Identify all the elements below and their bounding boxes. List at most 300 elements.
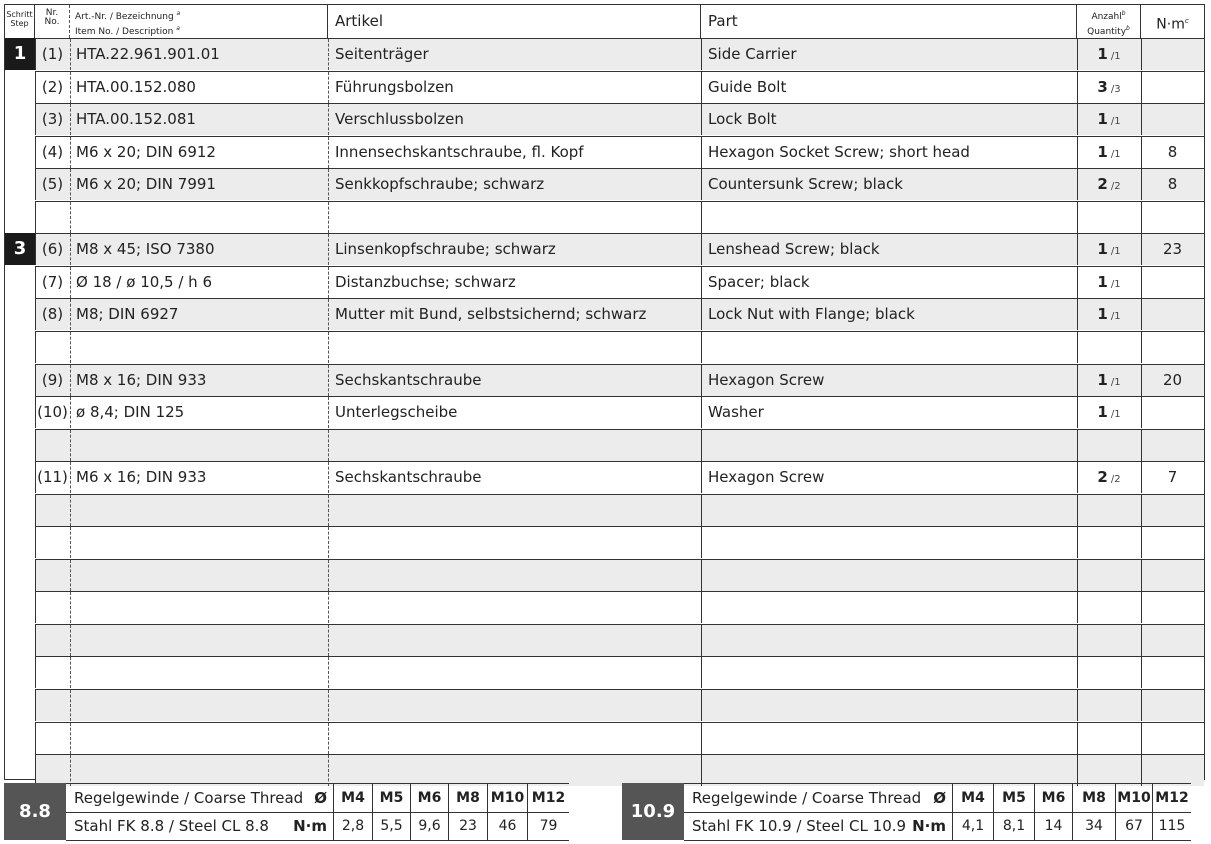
column-divider <box>1141 202 1142 233</box>
item-description <box>70 560 328 591</box>
column-divider <box>1077 625 1078 656</box>
thread-size: M10 <box>487 784 527 812</box>
table-row <box>35 298 1204 330</box>
quantity <box>1077 202 1141 233</box>
torque-value <box>1141 39 1204 70</box>
column-divider <box>70 397 71 428</box>
part-name: Hexagon Screw <box>708 468 825 487</box>
quantity-total: /2 <box>1107 181 1121 193</box>
quantity-value: 3 <box>1097 77 1108 96</box>
torque-value <box>1141 657 1204 688</box>
part-name: Lenshead Screw; black <box>708 240 880 259</box>
part-name: Hexagon Socket Screw; short head <box>708 142 970 161</box>
thread-size: M4 <box>952 784 993 812</box>
torque-value <box>1141 72 1204 103</box>
column-divider <box>1077 430 1078 461</box>
column-divider <box>1141 755 1142 786</box>
column-divider <box>70 495 71 526</box>
item-number <box>35 527 70 558</box>
torque-value: 7 <box>1167 468 1178 487</box>
table-row <box>35 494 1204 526</box>
torque-value: 8 <box>1167 142 1178 161</box>
header-nr: Nr. No. <box>35 5 70 38</box>
item-description <box>70 657 328 688</box>
artikel-name <box>328 592 701 623</box>
quantity <box>1077 299 1141 330</box>
quantity-value: 1 <box>1097 142 1108 161</box>
column-divider <box>328 332 329 363</box>
item-description <box>70 527 328 558</box>
quantity-value: 1 <box>1097 240 1108 259</box>
quantity <box>1077 72 1141 103</box>
column-divider <box>35 332 36 363</box>
table-row <box>35 656 1204 688</box>
quantity <box>1077 755 1141 786</box>
header-part: Part <box>701 5 1077 38</box>
item-description: Ø 18 / ø 10,5 / h 6 <box>76 272 213 291</box>
thread-label-text: Stahl FK 10.9 / Steel CL 10.9 <box>692 817 907 835</box>
column-divider <box>70 202 71 233</box>
column-divider <box>70 365 71 396</box>
column-divider <box>1077 72 1078 103</box>
artikel-name: Innensechskantschraube, fl. Kopf <box>335 142 584 161</box>
header-quantity: Anzahl$^b$ Quantity$^b$ <box>1077 5 1141 38</box>
column-divider <box>701 397 702 428</box>
column-divider <box>1141 397 1142 428</box>
column-divider <box>1141 39 1142 70</box>
quantity <box>1077 365 1141 396</box>
quantity-value: 1 <box>1097 45 1108 63</box>
quantity-total: /1 <box>1107 409 1121 421</box>
item-number <box>35 755 70 786</box>
column-divider <box>328 625 329 656</box>
unit-label: N·m <box>912 817 946 835</box>
column-divider <box>1077 690 1078 721</box>
column-divider <box>1141 723 1142 754</box>
column-divider <box>70 560 71 591</box>
thread-torque-row <box>66 812 569 841</box>
item-description: HTA.22.961.901.01 <box>76 45 220 63</box>
quantity-value: 1 <box>1097 305 1108 324</box>
column-divider <box>35 560 36 591</box>
part-name <box>701 592 1077 623</box>
quantity-value: 1 <box>1097 110 1108 129</box>
column-divider <box>701 202 702 233</box>
quantity <box>1077 657 1141 688</box>
item-description: ø 8,4; DIN 125 <box>76 403 185 422</box>
table-row <box>35 233 1204 265</box>
table-row <box>35 71 1204 103</box>
artikel-name <box>328 202 701 233</box>
table-row <box>35 168 1204 200</box>
item-description: M8 x 16; DIN 933 <box>76 370 207 389</box>
torque-value <box>1141 755 1204 786</box>
column-divider <box>1141 169 1142 200</box>
column-divider <box>70 430 71 461</box>
item-number <box>35 202 70 233</box>
part-name: Washer <box>708 403 764 422</box>
quantity-value: 1 <box>1097 403 1108 422</box>
column-divider <box>1077 169 1078 200</box>
column-divider <box>701 365 702 396</box>
artikel-name <box>328 332 701 363</box>
column-divider <box>35 592 36 623</box>
torque-value: 8 <box>1167 175 1178 194</box>
thread-size: M5 <box>993 784 1034 812</box>
item-number <box>35 560 70 591</box>
torque-value <box>1141 104 1204 135</box>
torque-value <box>1141 625 1204 656</box>
column-divider <box>35 267 36 298</box>
column-divider <box>328 592 329 623</box>
column-divider <box>1141 299 1142 330</box>
column-divider <box>701 625 702 656</box>
item-number: (10) <box>37 403 68 422</box>
item-description: M8; DIN 6927 <box>76 305 179 324</box>
column-divider <box>328 72 329 103</box>
item-description: M8 x 45; ISO 7380 <box>76 240 215 259</box>
column-divider <box>70 137 71 168</box>
column-divider <box>70 755 71 786</box>
thread-torque: 79 <box>527 812 569 840</box>
column-divider <box>701 137 702 168</box>
thread-torque: 67 <box>1115 812 1152 840</box>
part-name <box>701 430 1077 461</box>
item-description: HTA.00.152.081 <box>76 110 196 129</box>
column-divider <box>701 462 702 493</box>
header-torque: $N\cdot m^c$ <box>1156 16 1189 33</box>
quantity-total: /1 <box>1107 148 1121 160</box>
table-row <box>35 136 1204 168</box>
quantity <box>1077 527 1141 558</box>
quantity-value: 2 <box>1097 175 1108 194</box>
thread-torque: 14 <box>1034 812 1072 840</box>
column-divider <box>701 657 702 688</box>
table-row <box>35 38 1204 70</box>
column-divider <box>35 72 36 103</box>
column-divider <box>701 332 702 363</box>
column-divider <box>1141 592 1142 623</box>
thread-size: M5 <box>372 784 410 812</box>
thread-torque: 23 <box>448 812 487 840</box>
thread-size-row <box>684 783 1191 813</box>
table-row <box>35 266 1204 298</box>
thread-size: M12 <box>1152 784 1191 812</box>
table-row <box>35 689 1204 721</box>
column-divider <box>35 202 36 233</box>
quantity <box>1077 592 1141 623</box>
column-divider <box>1141 625 1142 656</box>
column-divider <box>35 430 36 461</box>
step-badge: 3 <box>5 233 35 265</box>
table-row <box>35 526 1204 558</box>
column-divider <box>701 495 702 526</box>
part-name <box>701 332 1077 363</box>
grade-badge: 8.8 <box>4 783 66 840</box>
artikel-name: Sechskantschraube <box>335 370 482 389</box>
item-number: (2) <box>41 77 64 96</box>
quantity <box>1077 625 1141 656</box>
header-artikel: Artikel <box>328 5 701 38</box>
table-row <box>35 461 1204 493</box>
column-divider <box>1141 560 1142 591</box>
quantity-total: /1 <box>1107 116 1121 128</box>
thread-torque: 4,1 <box>952 812 993 840</box>
column-divider <box>701 267 702 298</box>
thread-size: M8 <box>448 784 487 812</box>
artikel-name: Unterlegscheibe <box>335 403 458 422</box>
quantity <box>1077 234 1141 265</box>
item-number <box>35 657 70 688</box>
artikel-name <box>328 495 701 526</box>
step-badge: 1 <box>5 38 35 70</box>
parts-table <box>4 4 1205 780</box>
artikel-name <box>328 560 701 591</box>
column-divider <box>328 560 329 591</box>
artikel-name: Mutter mit Bund, selbstsichernd; schwarz <box>335 305 647 324</box>
item-number: (4) <box>41 142 64 161</box>
item-description <box>70 723 328 754</box>
column-divider <box>1141 657 1142 688</box>
column-divider <box>1141 527 1142 558</box>
unit-label: N·m <box>293 817 327 835</box>
quantity-total: /3 <box>1107 83 1121 95</box>
column-divider <box>35 495 36 526</box>
column-divider <box>1077 495 1078 526</box>
column-divider <box>35 39 36 70</box>
item-description <box>70 755 328 786</box>
diameter-symbol: Ø <box>933 789 946 807</box>
column-divider <box>70 657 71 688</box>
item-number: (6) <box>41 240 64 259</box>
column-divider <box>1077 234 1078 265</box>
quantity <box>1077 723 1141 754</box>
column-divider <box>70 332 71 363</box>
torque-value <box>1141 267 1204 298</box>
item-description: M6 x 20; DIN 7991 <box>76 175 216 194</box>
table-row <box>35 559 1204 591</box>
artikel-name: Senkkopfschraube; schwarz <box>335 175 545 194</box>
column-divider <box>35 723 36 754</box>
column-divider <box>328 169 329 200</box>
part-name: Lock Bolt <box>708 110 777 129</box>
item-number <box>35 690 70 721</box>
grade-badge: 10.9 <box>622 783 684 840</box>
quantity <box>1077 104 1141 135</box>
column-divider <box>35 690 36 721</box>
artikel-name: Sechskantschraube <box>335 468 482 487</box>
part-name: Spacer; black <box>708 272 810 291</box>
column-divider <box>1141 104 1142 135</box>
item-description: M6 x 16; DIN 933 <box>76 468 207 487</box>
torque-value <box>1141 299 1204 330</box>
item-number: (7) <box>41 272 64 291</box>
thread-label-text: Regelgewinde / Coarse Thread <box>692 789 922 807</box>
column-divider <box>35 169 36 200</box>
thread-torque: 2,8 <box>333 812 372 840</box>
item-number: (9) <box>41 370 64 389</box>
column-divider <box>70 299 71 330</box>
torque-value <box>1141 690 1204 721</box>
item-number <box>35 332 70 363</box>
column-divider <box>328 657 329 688</box>
table-row <box>35 754 1204 786</box>
quantity-value: 1 <box>1097 370 1108 389</box>
table-row <box>35 429 1204 461</box>
column-divider <box>70 592 71 623</box>
artikel-name <box>328 527 701 558</box>
column-divider <box>70 169 71 200</box>
thread-table-10-9 <box>622 783 1191 840</box>
quantity <box>1077 560 1141 591</box>
thread-size: M8 <box>1072 784 1115 812</box>
item-number <box>35 723 70 754</box>
artikel-name: Distanzbuchse; schwarz <box>335 272 516 291</box>
thread-torque: 34 <box>1072 812 1115 840</box>
column-divider <box>70 723 71 754</box>
part-name <box>701 560 1077 591</box>
column-divider <box>701 755 702 786</box>
part-name: Side Carrier <box>708 45 797 63</box>
torque-value <box>1141 495 1204 526</box>
torque-value <box>1141 560 1204 591</box>
column-divider <box>1077 365 1078 396</box>
column-divider <box>328 39 329 70</box>
quantity-value: 2 <box>1097 468 1108 487</box>
table-row <box>35 591 1204 623</box>
column-divider <box>35 234 36 265</box>
column-divider <box>1141 430 1142 461</box>
torque-value <box>1141 527 1204 558</box>
table-row <box>35 364 1204 396</box>
column-divider <box>1077 267 1078 298</box>
column-divider <box>1141 234 1142 265</box>
item-description: M6 x 20; DIN 6912 <box>76 142 216 161</box>
table-row <box>35 331 1204 363</box>
column-divider <box>328 104 329 135</box>
quantity <box>1077 169 1141 200</box>
thread-size-row <box>66 783 569 813</box>
table-row <box>35 396 1204 428</box>
column-divider <box>1077 657 1078 688</box>
thread-label <box>684 784 952 812</box>
artikel-name: Linsenkopfschraube; schwarz <box>335 240 556 259</box>
quantity-value: 1 <box>1097 272 1108 291</box>
column-divider <box>701 39 702 70</box>
item-number <box>35 495 70 526</box>
item-number <box>35 625 70 656</box>
column-divider <box>328 267 329 298</box>
column-divider <box>328 723 329 754</box>
column-divider <box>701 527 702 558</box>
column-divider <box>35 137 36 168</box>
thread-label-text: Stahl FK 8.8 / Steel CL 8.8 <box>74 817 269 835</box>
column-divider <box>70 72 71 103</box>
column-divider <box>1141 137 1142 168</box>
torque-value <box>1141 397 1204 428</box>
thread-label <box>684 812 952 840</box>
column-divider <box>1141 72 1142 103</box>
column-divider <box>328 690 329 721</box>
item-number: (1) <box>41 45 64 63</box>
quantity <box>1077 397 1141 428</box>
column-divider <box>701 690 702 721</box>
column-divider <box>70 625 71 656</box>
item-description <box>70 690 328 721</box>
table-row <box>35 201 1204 233</box>
artikel-name <box>328 690 701 721</box>
thread-label <box>66 784 333 812</box>
column-divider <box>1077 527 1078 558</box>
thread-torque: 8,1 <box>993 812 1034 840</box>
column-divider <box>1077 462 1078 493</box>
torque-value: 20 <box>1162 370 1183 389</box>
column-divider <box>701 560 702 591</box>
torque-value <box>1141 332 1204 363</box>
part-name <box>701 202 1077 233</box>
thread-torque: 46 <box>487 812 527 840</box>
column-divider <box>1077 39 1078 70</box>
column-divider <box>1141 495 1142 526</box>
table-row <box>35 722 1204 754</box>
column-divider <box>35 527 36 558</box>
column-divider <box>1141 332 1142 363</box>
column-divider <box>1077 560 1078 591</box>
thread-torque: 115 <box>1152 812 1191 840</box>
quantity-total: /1 <box>1107 246 1121 258</box>
item-description <box>70 592 328 623</box>
part-name <box>701 527 1077 558</box>
column-divider <box>70 527 71 558</box>
column-divider <box>70 104 71 135</box>
thread-label-text: Regelgewinde / Coarse Thread <box>74 789 304 807</box>
item-description <box>70 332 328 363</box>
table-row <box>35 624 1204 656</box>
column-divider <box>1141 690 1142 721</box>
part-name: Lock Nut with Flange; black <box>708 305 915 324</box>
column-divider <box>701 104 702 135</box>
quantity <box>1077 332 1141 363</box>
part-name <box>701 657 1077 688</box>
column-divider <box>328 495 329 526</box>
column-divider <box>1077 592 1078 623</box>
column-divider <box>701 169 702 200</box>
thread-size: M12 <box>527 784 569 812</box>
column-divider <box>70 267 71 298</box>
column-divider <box>35 299 36 330</box>
item-number: (3) <box>41 110 64 129</box>
column-divider <box>35 397 36 428</box>
part-name <box>701 625 1077 656</box>
item-description <box>70 495 328 526</box>
column-divider <box>1141 462 1142 493</box>
column-divider <box>328 137 329 168</box>
quantity <box>1077 39 1141 70</box>
column-divider <box>328 365 329 396</box>
column-divider <box>1141 365 1142 396</box>
quantity-total: /1 <box>1107 51 1121 62</box>
column-divider <box>35 755 36 786</box>
item-description <box>70 625 328 656</box>
column-divider <box>701 430 702 461</box>
part-name <box>701 723 1077 754</box>
thread-torque: 5,5 <box>372 812 410 840</box>
thread-torque: 9,6 <box>410 812 448 840</box>
part-name: Hexagon Screw <box>708 370 825 389</box>
quantity <box>1077 267 1141 298</box>
item-number <box>35 430 70 461</box>
torque-value <box>1141 592 1204 623</box>
